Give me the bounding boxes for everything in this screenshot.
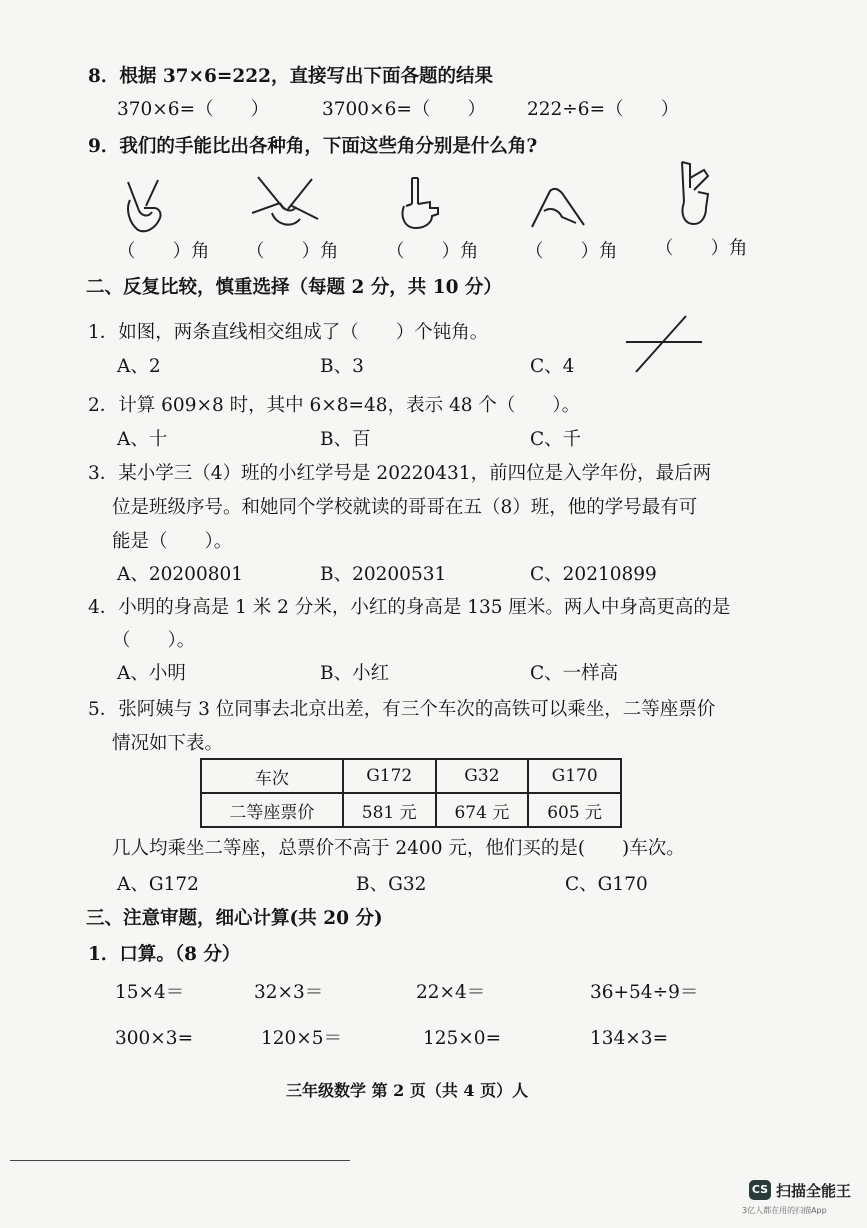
oral-calc-item: 36+54÷9＝ bbox=[590, 982, 699, 1003]
s2-q1-stem: 1．如图，两条直线相交组成了（ ）个钝角。 bbox=[88, 322, 489, 343]
watermark-tagline: 3亿人都在用的扫描App bbox=[742, 1206, 827, 1215]
s2-q5-option: A、G172 bbox=[117, 874, 199, 895]
hand-acute-angle-icon bbox=[528, 185, 588, 231]
s2-q2-option: A、十 bbox=[117, 429, 168, 450]
s2-q4-option: A、小明 bbox=[117, 663, 186, 684]
hand-right-angle-icon bbox=[396, 176, 442, 232]
hand-v-sign-icon bbox=[118, 178, 170, 236]
s2-q2-option: B、百 bbox=[320, 429, 371, 450]
q8-stem: 8．根据 37×6=222，直接写出下面各题的结果 bbox=[88, 66, 494, 87]
section-3-title: 三、注意审题，细心计算(共 20 分) bbox=[86, 908, 383, 929]
s2-q2-stem: 2．计算 609×8 时，其中 6×8=48，表示 48 个（ ）。 bbox=[88, 395, 581, 416]
q8-item: 222÷6=（ ） bbox=[527, 99, 680, 120]
table-header-cell: 车次 bbox=[201, 759, 343, 793]
s3-q1-stem: 1．口算。（8 分） bbox=[88, 944, 241, 965]
oral-calc-item: 134×3= bbox=[590, 1028, 669, 1049]
table-header-cell: G170 bbox=[528, 759, 621, 793]
s2-q3-stem: 位是班级序号。和她同个学校就读的哥哥在五（8）班，他的学号最有可 bbox=[112, 497, 698, 518]
s2-q1-option: A、2 bbox=[117, 356, 161, 377]
oral-calc-item: 32×3＝ bbox=[254, 982, 324, 1003]
s2-q5-option: C、G170 bbox=[565, 874, 648, 895]
q9-blank: （ ）角 bbox=[525, 241, 618, 262]
s2-q5-stem: 情况如下表。 bbox=[112, 733, 224, 754]
table-cell: 二等座票价 bbox=[201, 793, 343, 827]
s2-q5-stem: 5．张阿姨与 3 位同事去北京出差，有三个车次的高铁可以乘坐，二等座票价 bbox=[88, 699, 716, 720]
s2-q4-stem: 4．小明的身高是 1 米 2 分米，小红的身高是 135 厘米。两人中身高更高的是 bbox=[88, 597, 731, 618]
intersecting-lines-figure bbox=[624, 314, 704, 374]
s2-q2-option: C、千 bbox=[530, 429, 582, 450]
s2-q3-stem: 能是（ ）。 bbox=[112, 531, 233, 552]
hand-open-palm-icon bbox=[670, 158, 720, 228]
table-header-cell: G32 bbox=[436, 759, 529, 793]
oral-calc-item: 300×3= bbox=[115, 1028, 194, 1049]
s2-q5-option: B、G32 bbox=[356, 874, 427, 895]
s2-q1-option: C、4 bbox=[530, 356, 575, 377]
table-cell: 674 元 bbox=[436, 793, 529, 827]
s2-q3-stem: 3．某小学三（4）班的小红学号是 20220431，前四位是入学年份，最后两 bbox=[88, 463, 712, 484]
s2-q3-option: B、20200531 bbox=[320, 564, 447, 585]
oral-calc-item: 120×5＝ bbox=[261, 1028, 343, 1049]
s2-q4-option: B、小红 bbox=[320, 663, 390, 684]
q8-item: 370×6=（ ） bbox=[117, 99, 270, 120]
s2-q5-condition: 几人均乘坐二等座，总票价不高于 2400 元，他们买的是( )车次。 bbox=[112, 838, 685, 859]
watermark-brand: 扫描全能王 bbox=[776, 1182, 852, 1200]
q9-blank: （ ）角 bbox=[386, 241, 479, 262]
oral-calc-item: 125×0= bbox=[423, 1028, 502, 1049]
s2-q1-option: B、3 bbox=[320, 356, 364, 377]
oral-calc-item: 22×4＝ bbox=[416, 982, 486, 1003]
table-row bbox=[201, 759, 621, 793]
s2-q3-option: C、20210899 bbox=[530, 564, 657, 585]
s2-q3-option: A、20200801 bbox=[117, 564, 244, 585]
q9-blank: （ ）角 bbox=[117, 241, 210, 262]
table-header-cell: G172 bbox=[343, 759, 436, 793]
s2-q4-option: C、一样高 bbox=[530, 663, 619, 684]
camscanner-logo-icon: CS bbox=[749, 1180, 771, 1200]
q9-blank: （ ）角 bbox=[246, 241, 339, 262]
q9-stem: 9．我们的手能比出各种角，下面这些角分别是什么角? bbox=[88, 136, 538, 157]
s2-q4-stem: （ ）。 bbox=[112, 630, 196, 651]
table-cell: 581 元 bbox=[343, 793, 436, 827]
scan-edge-line bbox=[10, 1160, 350, 1161]
table-row bbox=[201, 793, 621, 827]
table-cell: 605 元 bbox=[528, 793, 621, 827]
oral-calc-item: 15×4＝ bbox=[115, 982, 185, 1003]
hand-crossed-fingers-icon bbox=[250, 173, 320, 235]
q9-blank: （ ）角 bbox=[655, 238, 748, 259]
page-footer: 三年级数学 第 2 页（共 4 页）人 bbox=[286, 1081, 529, 1100]
section-2-title: 二、反复比较，慎重选择（每题 2 分，共 10 分） bbox=[86, 277, 502, 298]
fare-table bbox=[200, 758, 622, 828]
q8-item: 3700×6=（ ） bbox=[322, 99, 486, 120]
